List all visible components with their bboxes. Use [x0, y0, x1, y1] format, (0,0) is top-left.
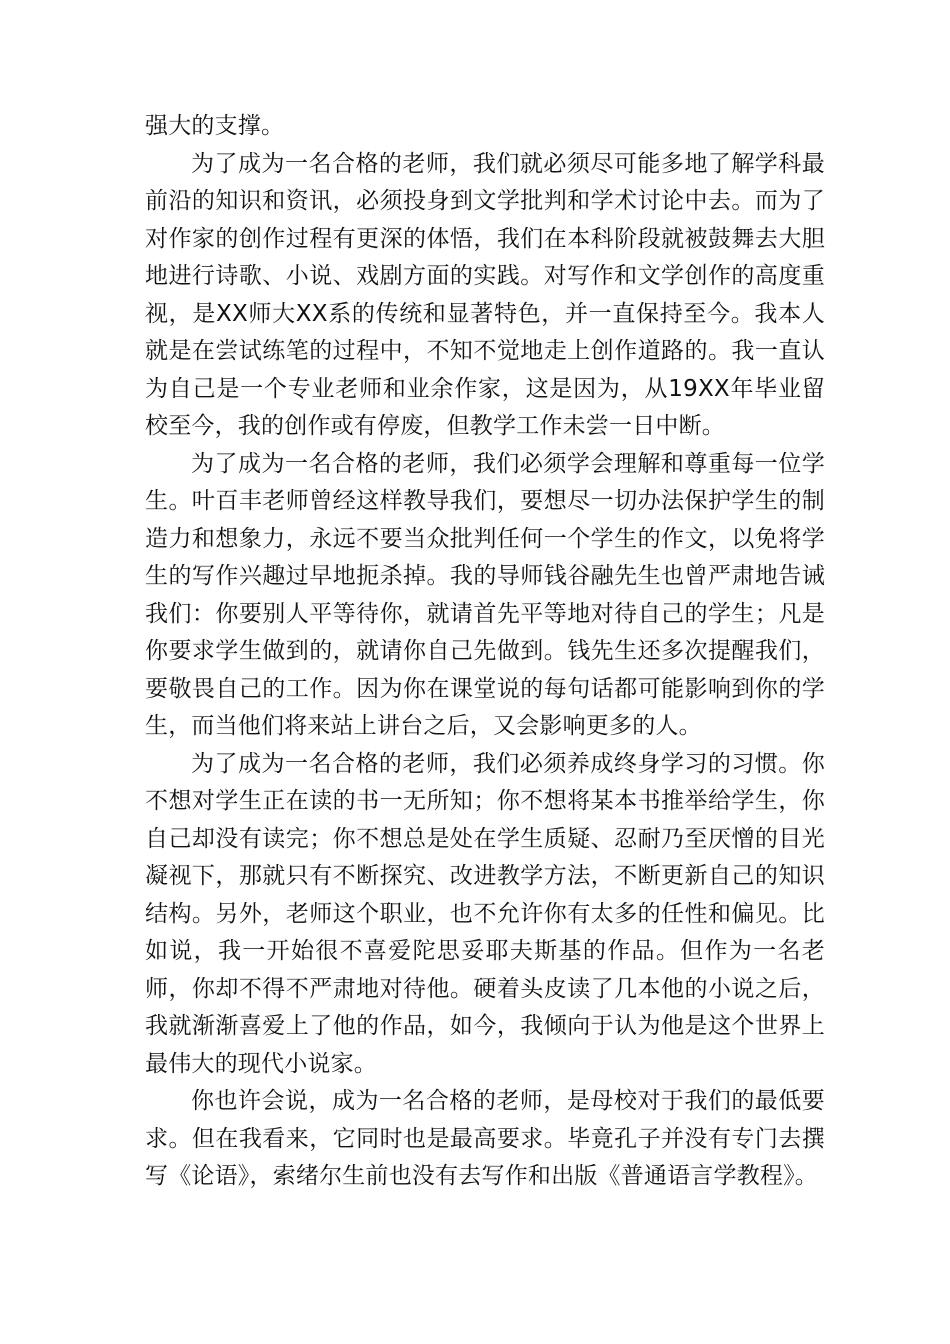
- document-body: [145, 108, 825, 1196]
- paragraph-2: 为了成为一名合格的老师，我们就必须尽可能多地了解学科最前沿的知识和资讯，必须投身到文学批判和学术讨论中去。而为了对作家的创作过程有更深的体悟，我们在本科阶段就被鼓舞去大胆地进行诗歌、小说、戏剧方面的实践。对写作和文学创作的高度重视，是XX师大XX系的传统和显著特色，并一直保持至今。我本人就是在尝试练笔的过程中，不知不觉地走上创作道路的。我一直认为自己是一个专业老师和业余作家，这是因为，从19XX年毕业留校至今，我的创作或有停废，但教学工作未尝一日中断。: [145, 150, 825, 439]
- paragraph-1: 强大的支撑。: [145, 113, 285, 139]
- paragraph-4: 为了成为一名合格的老师，我们必须养成终身学习的习惯。你不想对学生正在读的书一无所知；你不想将某本书推举给学生，你自己却没有读完；你不想总是处在学生质疑、忍耐乃至厌憎的目光凝视下，那就只有不断探究、改进教学方法，不断更新自己的知识结构。另外，老师这个职业，也不允许你有太多的任性和偏见。比如说，我一开始很不喜爱陀思妥耶夫斯基的作品。但作为一名老师，你却不得不严肃地对待他。硬着头皮读了几本他的小说之后，我就渐渐喜爱上了他的作品，如今，我倾向于认为他是这个世界上最伟大的现代小说家。: [145, 750, 825, 1077]
- paragraph-3: 为了成为一名合格的老师，我们必须学会理解和尊重每一位学生。叶百丰老师曾经这样教导我们，要想尽一切办法保护学生的制造力和想象力，永远不要当众批判任何一个学生的作文，以免将学生的写作兴趣过早地扼杀掉。我的导师钱谷融先生也曾严肃地告诫我们：你要别人平等待你，就请首先平等地对待自己的学生；凡是你要求学生做到的，就请你自己先做到。钱先生还多次提醒我们，要敬畏自己的工作。因为你在课堂说的每句话都可能影响到你的学生，而当他们将来站上讲台之后，又会影响更多的人。: [145, 450, 825, 739]
- paragraph-5: 你也许会说，成为一名合格的老师，是母校对于我们的最低要求。但在我看来，它同时也是最高要求。毕竟孔子并没有专门去撰写《论语》，索绪尔生前也没有去写作和出版《普通语言学教程》。: [145, 1088, 825, 1189]
